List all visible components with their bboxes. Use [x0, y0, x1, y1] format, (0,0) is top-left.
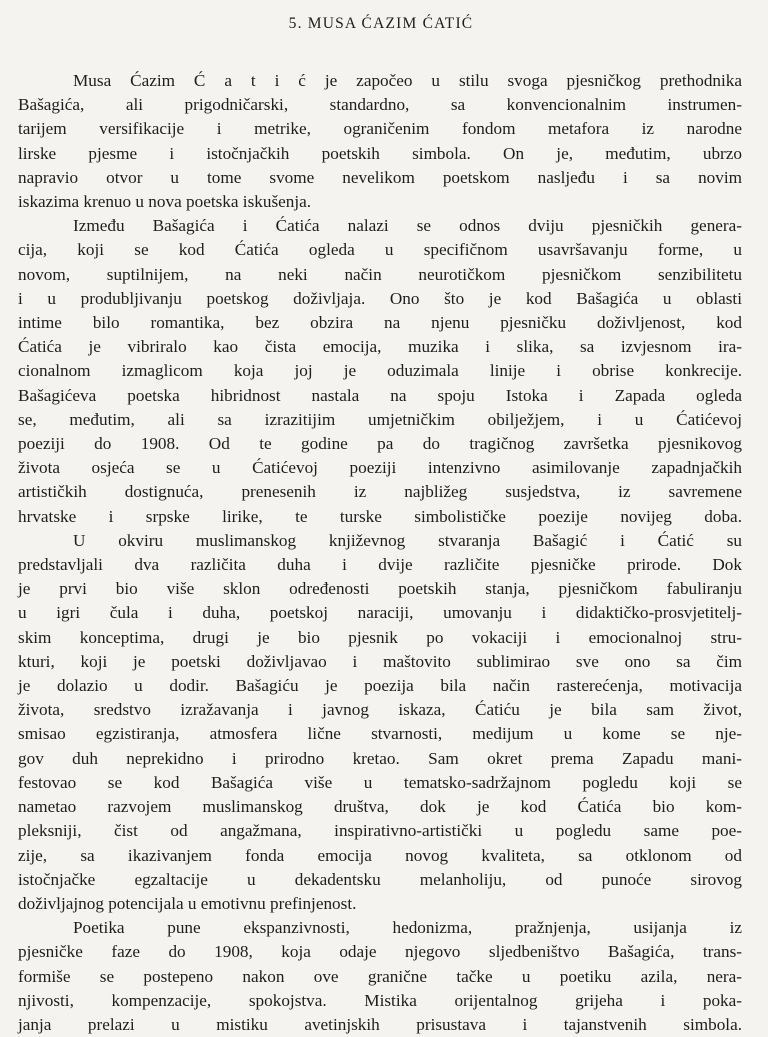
paragraph-3	[18, 529, 744, 916]
text-line: Musa Ćazim Ć a t i ć je započeo u stilu svoga pjesničkog prethodnika	[73, 71, 742, 90]
text-line: kturi, koji je poetski doživljavao i maštovito sublimirao sve ono sa čim	[18, 651, 742, 671]
text-line: napravio otvor u tome svome nevelikom poetskom nasljeđu i sa novim	[18, 167, 742, 187]
paragraph-4	[18, 916, 744, 1037]
text-line: života osjeća se u Ćatićevoj poeziji intenzivno asimilovanje zapadnjačkih	[18, 458, 742, 478]
text-line: njivosti, kompenzacije, spokojstva. Mistika orijentalnog grijeha i poka-	[18, 990, 742, 1010]
text-line: Bašagićeva poetska hibridnost nastala na spoju Istoka i Zapada ogleda	[18, 385, 742, 405]
text-line: intime bilo romantika, bez obzira na njenu pjesničku doživljenost, kod	[18, 313, 742, 333]
text-line: tarijem versifikacije i metrike, ograničenim fondom metafora iz narodne	[18, 119, 742, 139]
text-line: cionalnom izmaglicom koja joj je oduzimala linije i obrise konkrecije.	[18, 361, 742, 381]
paragraph-1	[18, 69, 744, 214]
text-line: doživljajnog potencijala u emotivnu prefinjenost.	[18, 893, 357, 913]
text-line: poeziji do 1908. Od te godine pa do tragičnog završetka pjesnikovog	[18, 434, 742, 454]
text-line: pleksniji, čist od angažmana, inspirativno-artistički u pogledu same poe-	[18, 821, 742, 841]
text-line: janja prelazi u mistiku avetinjskih prisustava i tajanstvenih simbola.	[18, 1014, 742, 1034]
text-line: iskazima krenuo u nova poetska iskušenja.	[18, 192, 312, 212]
text-line: formiše se postepeno nakon ove granične tačke u poetiku azila, nera-	[18, 966, 742, 986]
text-line: Ćatića je vibriralo kao čista emocija, muzika i slika, sa izvjesnom ira-	[18, 337, 742, 357]
text-line: istočnjačke egzaltacije u dekadentsku melanholiju, od punoće sirovog	[18, 869, 742, 889]
text-line: hrvatske i srpske lirike, te turske simbolističke poezije novijeg doba.	[18, 506, 742, 526]
text-line: predstavljali dva različita duha i dvije različite pjesničke prirode. Dok	[18, 555, 742, 575]
text-line: zije, sa ikazivanjem fonda emocija novog kvaliteta, sa otklonom od	[18, 845, 742, 865]
text-line: cija, koji se kod Ćatića ogleda u specifičnom usavršavanju forme, u	[18, 240, 742, 260]
text-line: artističkih dostignuća, prenesenih iz najbližeg susjedstva, iz savremene	[18, 482, 742, 502]
text-line: Između Bašagića i Ćatića nalazi se odnos dviju pjesničkih genera-	[73, 216, 742, 236]
text-line: pjesničke faze do 1908, koja odaje njegovo sljedbeništvo Bašagića, trans-	[18, 942, 742, 962]
text-line: festovao se kod Bašagića više u tematsko-sadržajnom pogledu koji se	[18, 772, 742, 792]
text-line: lirske pjesme i istočnjačkih poetskih simbola. On je, međutim, ubrzo	[18, 143, 742, 163]
text-line: u igri čula i duha, poetskoj naraciji, umovanju i didaktičko-prosvjetitelj-	[18, 603, 742, 623]
paragraph-2	[18, 214, 744, 529]
text-line: novom, suptilnijem, na neki način neurotičkom pjesničkom senzibilitetu	[18, 264, 742, 284]
text-line: se, međutim, ali sa izrazitijim umjetničkim obilježjem, i u Ćatićevoj	[18, 409, 742, 429]
text-line: nametao razvojem muslimanskog društva, dok je kod Ćatića bio kom-	[18, 797, 742, 817]
text-line: Bašagića, ali prigodničarski, standardno, sa konvencionalnim instrumen-	[18, 95, 742, 115]
text-line: je prvi bio više sklon određenosti poetskih stanja, pjesničkom fabuliranju	[18, 579, 742, 599]
body-text	[18, 69, 744, 1037]
text-line: i u produbljivanju poetskog doživljaja. Ono što je kod Bašagića u oblasti	[18, 288, 742, 308]
text-line: gov duh neprekidno i prirodno kretao. Sam okret prema Zapadu mani-	[18, 748, 742, 768]
text-line: skim konceptima, drugi je bio pjesnik po vokaciji i emocionalnoj stru-	[18, 627, 742, 647]
chapter-title: 5. MUSA ĆAZIM ĆATIĆ	[288, 15, 474, 32]
text-line: je dolazio u dodir. Bašagiću je poezija bila način rasterećenja, motivacija	[18, 676, 742, 696]
text-line: Poetika pune ekspanzivnosti, hedonizma, pražnjenja, usijanja iz	[73, 918, 742, 938]
text-line: U okviru muslimanskog književnog stvaranja Bašagić i Ćatić su	[73, 530, 742, 550]
text-line: života, sredstvo izražavanja i javnog iskaza, Ćatiću je bila sam život,	[18, 700, 742, 720]
text-line: smisao egzistiranja, atmosfera lične stvarnosti, medijum u kome se nje-	[18, 724, 742, 744]
